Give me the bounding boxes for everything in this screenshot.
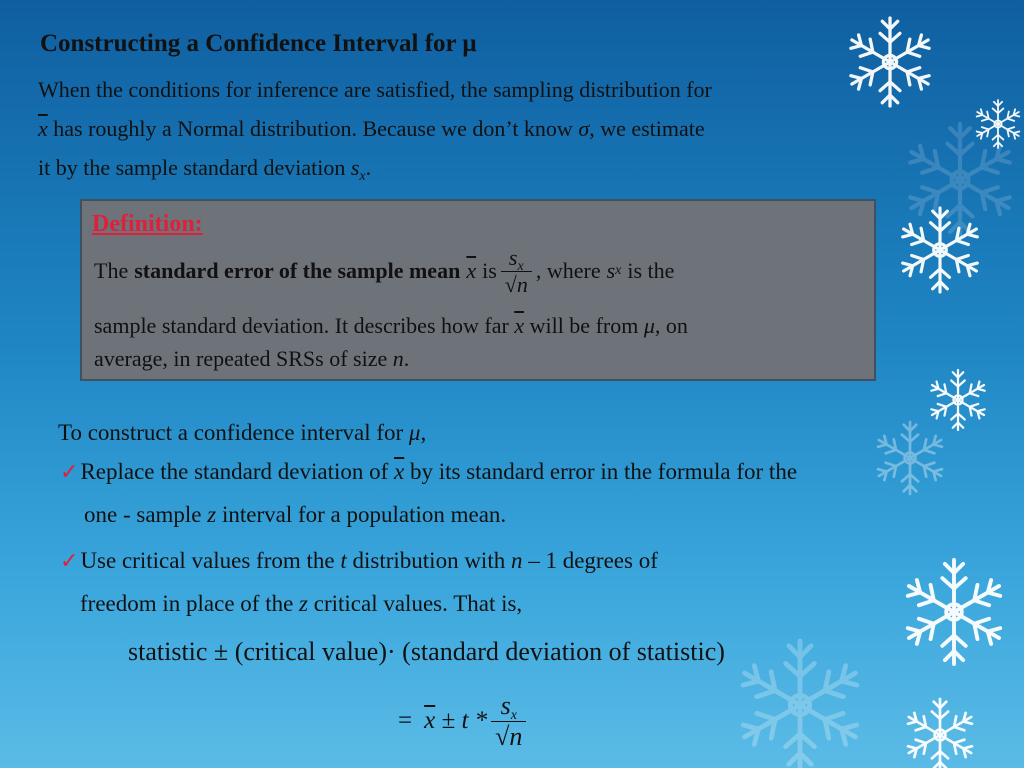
def-text: is	[482, 258, 497, 283]
general-formula: statistic ± (critical value)· (standard deviation of statistic)	[128, 637, 725, 666]
xbar-symbol: $\overline{x}$	[394, 459, 405, 484]
definition-line-2	[94, 307, 688, 345]
bullet-text: one - sample	[84, 502, 208, 527]
xbar-symbol: $\overline{x}$	[424, 707, 436, 734]
mu-symbol: μ	[643, 313, 655, 338]
intro-line-3	[38, 148, 918, 187]
bullet-text: distribution with	[346, 548, 511, 573]
definition-line-1: The standard error of the sample mean $\overline{x}$ is $\frac{s_x}{√n}$ , where s x is the	[94, 244, 675, 297]
s-symbol: s	[606, 258, 616, 283]
z-symbol: z	[299, 591, 308, 616]
def-text: sample standard deviation. It describes how far	[94, 313, 515, 338]
frac-numerator-sub: x	[517, 258, 524, 274]
def-text: is the	[627, 258, 675, 283]
def-text: .	[403, 346, 410, 371]
def-text: will be from	[524, 313, 644, 338]
xbar-symbol: $\overline{x}$	[466, 258, 477, 283]
checkmark-icon: ✓	[60, 548, 79, 573]
intro-line-1: When the conditions for inference are satisfied, the sampling distribution for	[38, 77, 712, 102]
bullet-2-line-1	[60, 546, 658, 576]
definition-box	[80, 199, 876, 381]
bullet-text: critical values. That is,	[308, 591, 523, 616]
frac-denominator: n	[509, 721, 523, 751]
xbar-symbol: $\overline{x}$	[514, 313, 525, 338]
sigma-symbol: σ	[578, 116, 590, 141]
standard-error-fraction	[491, 690, 526, 751]
bullet-2-line-2	[80, 589, 522, 619]
intro-text: .	[365, 155, 372, 180]
frac-denominator: n	[516, 271, 528, 297]
intro-text: it by the sample standard deviation	[38, 155, 351, 180]
n-symbol: n	[392, 346, 404, 371]
defined-term: standard error of the sample mean	[134, 258, 461, 283]
intro-line-2	[38, 109, 918, 148]
xbar-symbol: $\overline{x}$	[38, 116, 48, 141]
s-subscript: x	[359, 169, 366, 184]
bullet-text: freedom in place of the	[80, 591, 300, 616]
bullet-text: by its standard error in the formula for the	[404, 459, 798, 484]
sqrt-icon: √	[495, 721, 510, 751]
def-text: , on	[654, 313, 688, 338]
mu-symbol: μ	[408, 420, 421, 445]
z-symbol: z	[207, 502, 217, 527]
s-symbol: s	[350, 155, 360, 180]
slide-title: Constructing a Confidence Interval for μ	[40, 30, 477, 57]
intro-text: has roughly a Normal distribution. Because we don’t know	[47, 116, 579, 141]
t-symbol: t	[340, 548, 347, 573]
def-text: average, in repeated SRSs of size	[94, 346, 393, 371]
intro-text: , we estimate	[589, 116, 705, 141]
sqrt-icon: √	[504, 271, 517, 297]
standard-error-fraction	[501, 244, 532, 297]
pm-t-star: ± t *	[435, 707, 488, 734]
bullet-1-line-1	[60, 457, 797, 487]
definition-label: Definition:	[92, 211, 203, 237]
construct-lead	[58, 418, 426, 448]
def-text: , where	[535, 258, 601, 283]
def-text: The	[94, 258, 129, 283]
frac-numerator-sub: x	[510, 707, 517, 723]
bullet-1-line-2	[84, 500, 506, 530]
equals-sign: =	[398, 707, 413, 734]
frac-numerator: s	[500, 690, 511, 720]
intro-paragraph	[38, 70, 918, 187]
lead-text: To construct a confidence interval for	[58, 420, 409, 445]
n-symbol: n	[510, 548, 523, 573]
bullet-text: – 1 degrees of	[522, 548, 658, 573]
t-interval-formula	[398, 686, 530, 756]
bullet-text: Use critical values from the	[80, 548, 341, 573]
bullet-text: Replace the standard deviation of	[80, 459, 395, 484]
checkmark-icon: ✓	[60, 459, 79, 484]
frac-numerator: s	[508, 244, 518, 270]
lead-text: ,	[420, 420, 427, 445]
definition-line-3	[94, 345, 409, 373]
bullet-text: interval for a population mean.	[216, 502, 507, 527]
